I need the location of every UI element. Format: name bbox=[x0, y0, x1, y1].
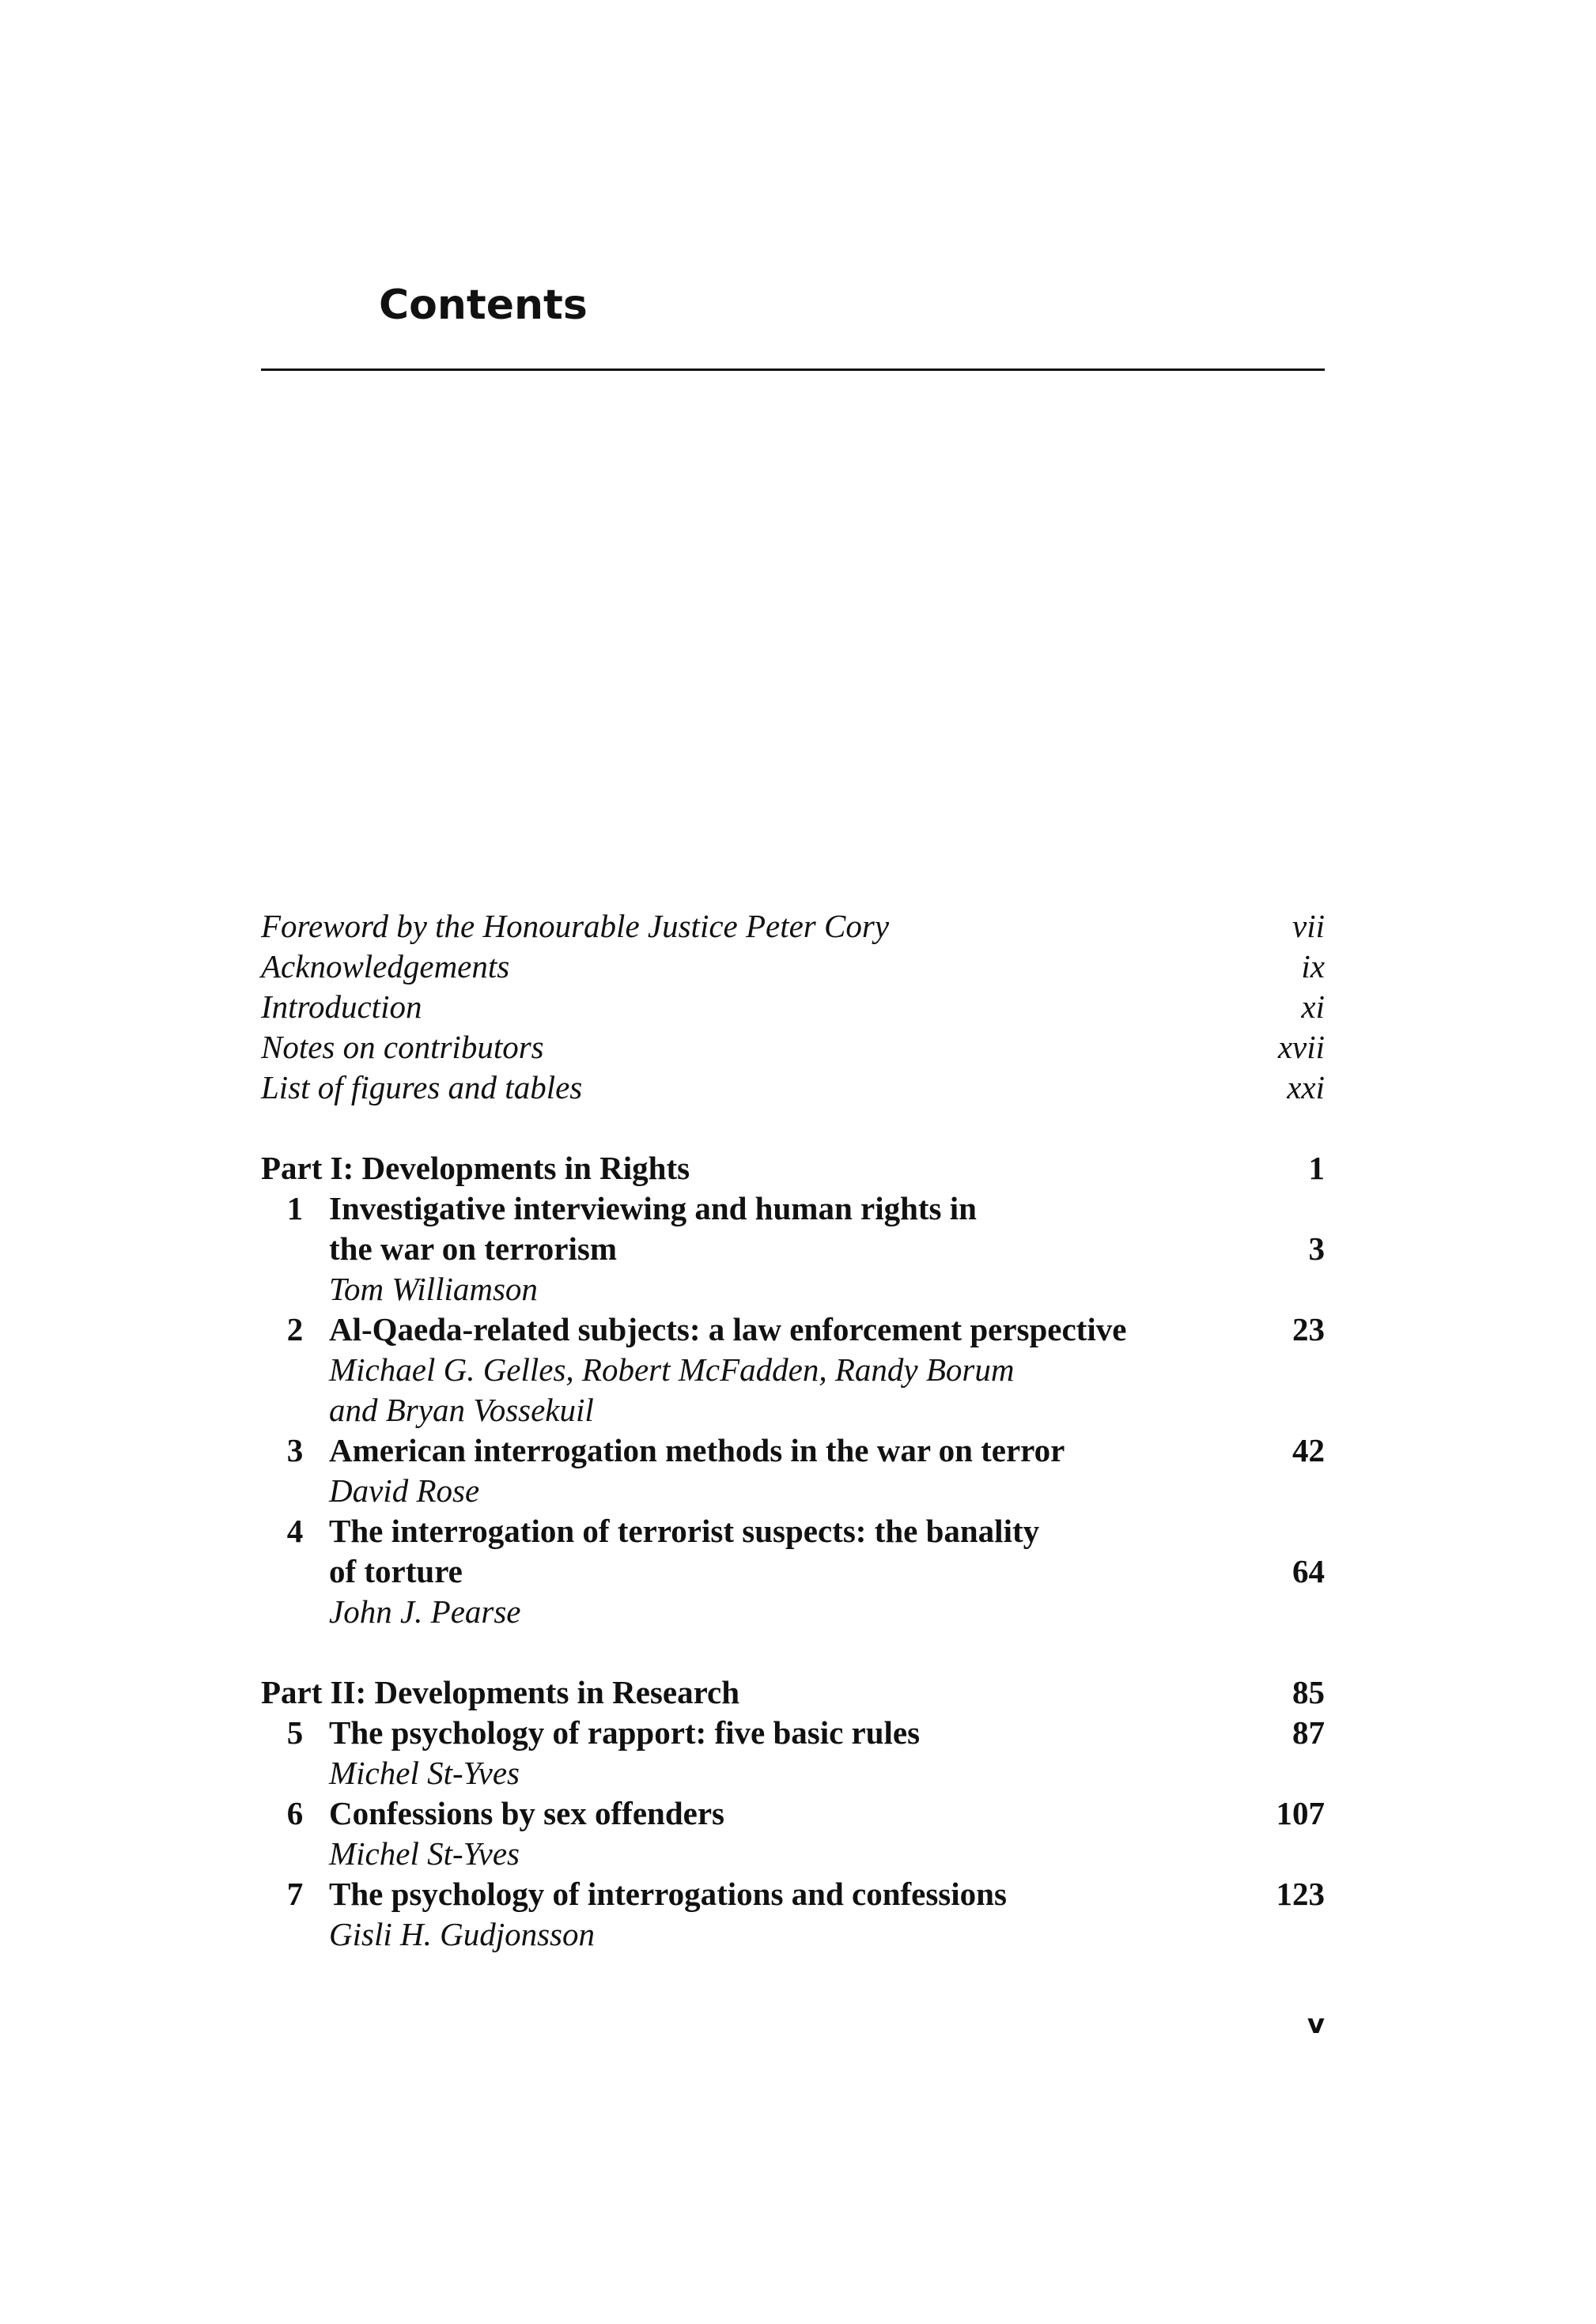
chapter-page: 64 bbox=[1292, 1553, 1325, 1589]
chapter-number: 3 bbox=[286, 1432, 304, 1468]
toc-entry-page: xvii bbox=[1277, 1029, 1325, 1065]
toc-entry-page: xi bbox=[1301, 988, 1325, 1025]
toc-entry-title: Foreword by the Honourable Justice Peter Cory bbox=[261, 908, 890, 944]
toc-chapter-7[interactable] bbox=[261, 1874, 1325, 1914]
toc-entry-title: Acknowledgements bbox=[261, 948, 510, 984]
part-title: Part II: Developments in Research bbox=[261, 1674, 740, 1710]
chapter-page: 123 bbox=[1276, 1876, 1325, 1912]
chapter-number: 7 bbox=[286, 1876, 304, 1912]
page-number: v bbox=[1307, 2008, 1325, 2040]
section-spacer bbox=[261, 1108, 1325, 1148]
toc-part-2[interactable] bbox=[261, 1672, 1325, 1713]
part-page: 85 bbox=[1292, 1674, 1325, 1710]
chapter-title: Confessions by sex offenders bbox=[329, 1795, 724, 1831]
toc-chapter-5[interactable] bbox=[261, 1713, 1325, 1753]
toc-entry-title: List of figures and tables bbox=[261, 1069, 583, 1105]
chapter-title: The psychology of rapport: five basic rules bbox=[329, 1714, 921, 1751]
chapter-title-continued: of torture bbox=[329, 1553, 463, 1589]
chapter-number: 2 bbox=[286, 1311, 304, 1347]
toc-entry-page: ix bbox=[1301, 948, 1325, 984]
chapter-author: Michel St-Yves bbox=[329, 1755, 520, 1791]
chapter-title: American interrogation methods in the war on terror bbox=[329, 1432, 1065, 1468]
chapter-number: 6 bbox=[286, 1795, 304, 1831]
chapter-number: 5 bbox=[286, 1714, 304, 1751]
toc-chapter-4-cont[interactable] bbox=[261, 1551, 1325, 1592]
toc-entry-notes-on-contributors[interactable] bbox=[261, 1027, 1325, 1068]
chapter-author: Gisli H. Gudjonsson bbox=[329, 1916, 596, 1952]
table-of-contents bbox=[261, 906, 1325, 1955]
chapter-author: Michel St-Yves bbox=[329, 1835, 520, 1872]
chapter-title: Investigative interviewing and human rights in bbox=[329, 1190, 977, 1226]
chapter-author: David Rose bbox=[329, 1472, 480, 1509]
chapter-title: Al-Qaeda-related subjects: a law enforcement perspective bbox=[329, 1311, 1127, 1347]
section-spacer bbox=[261, 1632, 1325, 1672]
toc-chapter-6[interactable] bbox=[261, 1793, 1325, 1834]
chapter-page: 3 bbox=[1308, 1230, 1325, 1267]
toc-entry-foreword[interactable] bbox=[261, 906, 1325, 947]
toc-entry-title: Introduction bbox=[261, 988, 422, 1025]
chapter-author: Michael G. Gelles, Robert McFadden, Randy Borum bbox=[329, 1351, 1015, 1388]
toc-chapter-4[interactable] bbox=[261, 1511, 1325, 1551]
chapter-author: Tom Williamson bbox=[329, 1271, 538, 1307]
chapter-author-continued: and Bryan Vossekuil bbox=[329, 1392, 594, 1428]
chapter-author: John J. Pearse bbox=[329, 1593, 521, 1630]
chapter-page: 42 bbox=[1292, 1432, 1325, 1468]
chapter-page: 23 bbox=[1292, 1311, 1325, 1347]
toc-entry-page: xxi bbox=[1287, 1069, 1325, 1105]
chapter-title: The interrogation of terrorist suspects: the banality bbox=[329, 1513, 1040, 1549]
toc-chapter-1-cont[interactable] bbox=[261, 1229, 1325, 1269]
toc-entry-list-of-figures[interactable] bbox=[261, 1068, 1325, 1108]
chapter-title: The psychology of interrogations and confessions bbox=[329, 1876, 1007, 1912]
toc-chapter-3[interactable] bbox=[261, 1430, 1325, 1471]
heading-rule bbox=[261, 368, 1325, 371]
toc-chapter-2[interactable] bbox=[261, 1309, 1325, 1350]
chapter-page: 107 bbox=[1276, 1795, 1325, 1831]
chapter-number: 1 bbox=[286, 1190, 304, 1226]
toc-entry-page: vii bbox=[1292, 908, 1325, 944]
toc-chapter-1[interactable] bbox=[261, 1188, 1325, 1229]
chapter-title-continued: the war on terrorism bbox=[329, 1230, 617, 1267]
part-title: Part I: Developments in Rights bbox=[261, 1150, 690, 1186]
toc-entry-acknowledgements[interactable] bbox=[261, 947, 1325, 987]
chapter-number: 4 bbox=[286, 1513, 304, 1549]
toc-part-1[interactable] bbox=[261, 1148, 1325, 1188]
toc-entry-title: Notes on contributors bbox=[261, 1029, 544, 1065]
toc-entry-introduction[interactable] bbox=[261, 987, 1325, 1027]
page-title: Contents bbox=[379, 282, 588, 329]
part-page: 1 bbox=[1308, 1150, 1325, 1186]
chapter-page: 87 bbox=[1292, 1714, 1325, 1751]
